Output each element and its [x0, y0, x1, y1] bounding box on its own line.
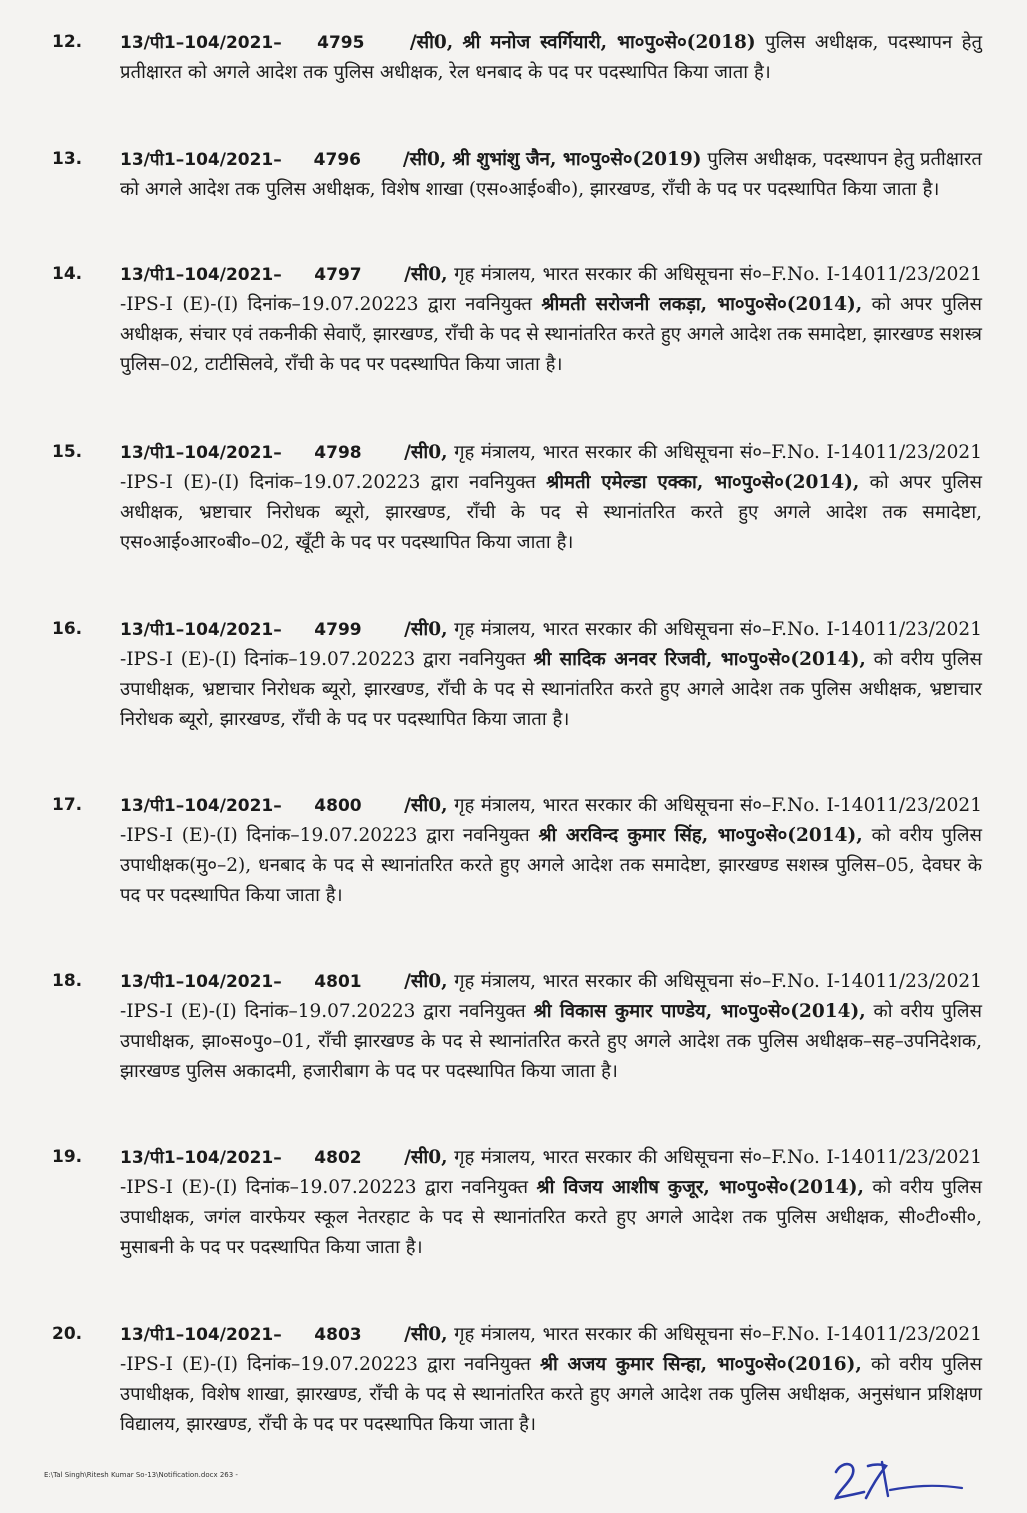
order-ref: 13/पी1–104/2021– — [120, 796, 282, 816]
order-ref: 13/पी1–104/2021– — [120, 150, 282, 170]
entry-preamble: गृह मंत्रालय, भारत सरकार की अधिसूचना सं०–F.No. I-14011/23/2021 -IPS-I (E)-(I) दिनांक–19.07.20223 द्वारा नवनियुक्त — [120, 442, 982, 493]
entry-preamble: गृह मंत्रालय, भारत सरकार की अधिसूचना सं०–F.No. I-14011/23/2021 -IPS-I (E)-(I) दिनांक–19.07.20223 द्वारा नवनियुक्त — [120, 264, 982, 315]
order-ref: 13/पी1–104/2021– — [120, 972, 282, 992]
order-number: 4798 — [314, 443, 362, 463]
entry-body — [120, 28, 982, 88]
order-suffix: /सी0, — [404, 1324, 448, 1345]
entry-number: 19. — [52, 1147, 83, 1167]
officer-name: श्री शुभांशु जैन, भा०पु०से०(2019) — [452, 149, 702, 170]
officer-name: श्री अजय कुमार सिन्हा, भा०पु०से०(2016), — [539, 1354, 862, 1375]
entry-body — [120, 260, 982, 380]
entry-text: को वरीय पुलिस उपाधीक्षक, झा०स०पु०–01, राँची झारखण्ड के पद से स्थानांतरित करते हुए अगले आदेश तक पुलिस अधीक्षक–सह–उपनिदेशक, झारखण्ड पुलिस अकादमी, हजारीबाग के पद पर पदस्थापित किया जाता है। — [120, 1001, 982, 1082]
entry-number: 17. — [52, 795, 83, 815]
order-suffix: /सी0, — [404, 442, 448, 463]
entry-body — [120, 145, 982, 205]
file-path-footer: E:\Tal Singh\Ritesh Kumar So-13\Notification.docx 263 - — [44, 1471, 238, 1479]
order-ref: 13/पी1–104/2021– — [120, 265, 282, 285]
entry-text: पुलिस अधीक्षक, पदस्थापन हेतु प्रतीक्षारत को अगले आदेश तक पुलिस अधीक्षक, विशेष शाखा (एस०आई०बी०), झारखण्ड, राँची के पद पर पदस्थापित किया जाता है। — [120, 149, 982, 200]
order-ref: 13/पी1–104/2021– — [120, 33, 282, 53]
entry-body — [120, 1320, 982, 1440]
order-number: 4803 — [314, 1325, 362, 1345]
entry-body — [120, 615, 982, 735]
entry-body — [120, 791, 982, 911]
entry-number: 13. — [52, 149, 83, 169]
order-number: 4801 — [314, 972, 362, 992]
order-suffix: /सी0, — [404, 795, 448, 816]
order-number: 4802 — [314, 1148, 362, 1168]
order-number: 4800 — [314, 796, 362, 816]
order-suffix: /सी0, — [404, 619, 448, 640]
officer-name: श्री अरविन्द कुमार सिंह, भा०पु०से०(2014), — [538, 825, 863, 846]
order-suffix: /सी0, — [409, 32, 454, 53]
entry-body — [120, 1143, 982, 1263]
entry-number: 16. — [52, 619, 83, 639]
entry-number: 20. — [52, 1324, 83, 1344]
officer-name: श्रीमती एमेल्डा एक्का, भा०पु०से०(2014), — [546, 472, 860, 493]
entry-number: 12. — [52, 32, 83, 52]
entry-text: को अपर पुलिस अधीक्षक, संचार एवं तकनीकी सेवाएँ, झारखण्ड, राँची के पद से स्थानांतरित करते हुए अगले आदेश तक समादेष्टा, झारखण्ड सशस्त्र पुलिस–02, टाटीसिलवे, राँची के पद पर पदस्थापित किया जाता है। — [120, 294, 982, 375]
order-ref: 13/पी1–104/2021– — [120, 1148, 282, 1168]
entry-body — [120, 438, 982, 558]
entry-preamble: गृह मंत्रालय, भारत सरकार की अधिसूचना सं०–F.No. I-14011/23/2021 -IPS-I (E)-(I) दिनांक–19.07.20223 द्वारा नवनियुक्त — [120, 619, 982, 670]
entry-body — [120, 967, 982, 1087]
order-number: 4797 — [314, 265, 362, 285]
officer-name: श्रीमती सरोजनी लकड़ा, भा०पु०से०(2014), — [541, 294, 863, 315]
order-suffix: /सी0, — [404, 1147, 448, 1168]
order-number: 4795 — [317, 33, 365, 53]
entry-text: को अपर पुलिस अधीक्षक, भ्रष्टाचार निरोधक ब्यूरो, झारखण्ड, राँची के पद से स्थानांतरित करते हुए अगले आदेश तक समादेष्टा, एस०आई०आर०बी०–02, खूँटी के पद पर पदस्थापित किया जाता है। — [120, 472, 982, 553]
order-suffix: /सी0, — [404, 971, 448, 992]
officer-name: श्री विजय आशीष कुजूर, भा०पु०से०(2014), — [536, 1177, 864, 1198]
officer-name: श्री मनोज स्वर्गियारी, भा०पु०से०(2018) — [462, 32, 756, 53]
entry-preamble: गृह मंत्रालय, भारत सरकार की अधिसूचना सं०–F.No. I-14011/23/2021 -IPS-I (E)-(I) दिनांक–19.07.20223 द्वारा नवनियुक्त — [120, 1324, 982, 1375]
entry-number: 18. — [52, 971, 83, 991]
entry-preamble: गृह मंत्रालय, भारत सरकार की अधिसूचना सं०–F.No. I-14011/23/2021 -IPS-I (E)-(I) दिनांक–19.07.20223 द्वारा नवनियुक्त — [120, 971, 982, 1022]
officer-name: श्री सादिक अनवर रिजवी, भा०पु०से०(2014), — [533, 649, 866, 670]
officer-name: श्री विकास कुमार पाण्डेय, भा०पु०से०(2014), — [533, 1001, 866, 1022]
order-suffix: /सी0, — [404, 264, 448, 285]
order-number: 4799 — [314, 620, 362, 640]
entry-number: 15. — [52, 442, 83, 462]
order-ref: 13/पी1–104/2021– — [120, 1325, 282, 1345]
order-number: 4796 — [313, 150, 361, 170]
entry-text: को वरीय पुलिस उपाधीक्षक(मु०–2), धनबाद के पद से स्थानांतरित करते हुए अगले आदेश तक समादेष्टा, झारखण्ड सशस्त्र पुलिस–05, देवघर के पद पर पदस्थापित किया जाता है। — [120, 825, 982, 906]
entry-text: को वरीय पुलिस उपाधीक्षक, भ्रष्टाचार निरोधक ब्यूरो, झारखण्ड, राँची के पद से स्थानांतरित करते हुए अगले आदेश तक पुलिस अधीक्षक, भ्रष्टाचार निरोधक ब्यूरो, झारखण्ड, राँची के पद पर पदस्थापित किया जाता है। — [120, 649, 983, 730]
order-ref: 13/पी1–104/2021– — [120, 443, 282, 463]
entry-text: को वरीय पुलिस उपाधीक्षक, जगंल वारफेयर स्कूल नेतरहाट के पद से स्थानांतरित करते हुए अगले आदेश तक पुलिस अधीक्षक, सी०टी०सी०, मुसाबनी के पद पर पदस्थापित किया जाता है। — [120, 1177, 982, 1258]
order-suffix: /सी0, — [402, 149, 447, 170]
order-ref: 13/पी1–104/2021– — [120, 620, 282, 640]
entry-preamble: गृह मंत्रालय, भारत सरकार की अधिसूचना सं०–F.No. I-14011/23/2021 -IPS-I (E)-(I) दिनांक–19.07.20223 द्वारा नवनियुक्त — [120, 795, 982, 846]
handwritten-signature — [822, 1452, 972, 1507]
entry-text: को वरीय पुलिस उपाधीक्षक, विशेष शाखा, झारखण्ड, राँची के पद से स्थानांतरित करते हुए अगले आदेश तक पुलिस अधीक्षक, अनुसंधान प्रशिक्षण विद्यालय, झारखण्ड, राँची के पद पर पदस्थापित किया जाता है। — [120, 1354, 982, 1435]
entry-number: 14. — [52, 264, 83, 284]
entry-preamble: गृह मंत्रालय, भारत सरकार की अधिसूचना सं०–F.No. I-14011/23/2021 -IPS-I (E)-(I) दिनांक–19.07.20223 द्वारा नवनियुक्त — [120, 1147, 982, 1198]
entry-text: पुलिस अधीक्षक, पदस्थापन हेतु प्रतीक्षारत को अगले आदेश तक पुलिस अधीक्षक, रेल धनबाद के पद पर पदस्थापित किया जाता है। — [120, 32, 983, 83]
